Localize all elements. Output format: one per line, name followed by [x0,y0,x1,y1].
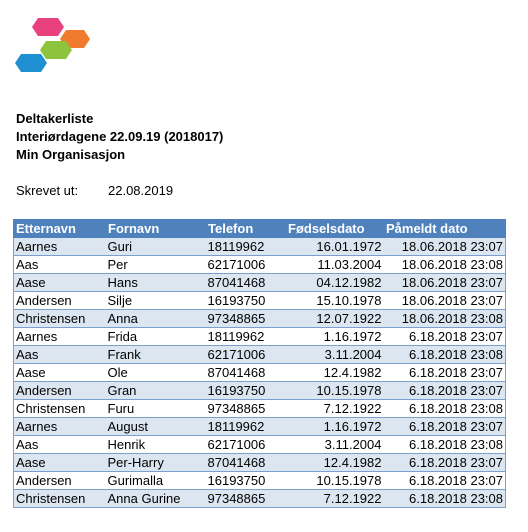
first-name-cell: August [106,418,206,436]
birth-date-cell: 12.4.1982 [286,454,384,472]
last-name-cell: Aarnes [14,418,106,436]
phone-cell: 18119962 [206,238,286,256]
birth-date-cell: 04.12.1982 [286,274,384,292]
phone-cell: 87041468 [206,274,286,292]
participant-table [13,219,506,508]
registered-date-cell: 18.06.2018 23:08 [384,310,506,328]
birth-date-cell: 1.16.1972 [286,328,384,346]
last-name-cell: Andersen [14,472,106,490]
phone-cell: 16193750 [206,382,286,400]
last-name-cell: Andersen [14,292,106,310]
last-name-cell: Christensen [14,310,106,328]
table-row [14,292,506,310]
column-header-first-name: Fornavn [106,220,206,238]
phone-cell: 87041468 [206,454,286,472]
birth-date-cell: 10.15.1978 [286,472,384,490]
table-row [14,490,506,508]
column-header-last-name: Etternavn [14,220,106,238]
printed-date: 22.08.2019 [108,183,174,198]
last-name-cell: Christensen [14,400,106,418]
registered-date-cell: 6.18.2018 23:08 [384,400,506,418]
last-name-cell: Aas [14,436,106,454]
birth-date-cell: 1.16.1972 [286,418,384,436]
registered-date-cell: 6.18.2018 23:07 [384,454,506,472]
table-row [14,328,506,346]
last-name-cell: Aase [14,454,106,472]
phone-cell: 18119962 [206,418,286,436]
last-name-cell: Aarnes [14,328,106,346]
phone-cell: 62171006 [206,256,286,274]
first-name-cell: Silje [106,292,206,310]
phone-cell: 97348865 [206,490,286,508]
first-name-cell: Ole [106,364,206,382]
first-name-cell: Guri [106,238,206,256]
first-name-cell: Gran [106,382,206,400]
table-row [14,310,506,328]
first-name-cell: Anna [106,310,206,328]
table-row [14,454,506,472]
first-name-cell: Gurimalla [106,472,206,490]
phone-cell: 16193750 [206,292,286,310]
birth-date-cell: 3.11.2004 [286,346,384,364]
registered-date-cell: 6.18.2018 23:08 [384,346,506,364]
document-title: Deltakerliste [16,111,94,126]
first-name-cell: Henrik [106,436,206,454]
table-row [14,436,506,454]
last-name-cell: Aas [14,346,106,364]
table-row [14,346,506,364]
phone-cell: 62171006 [206,436,286,454]
registered-date-cell: 18.06.2018 23:07 [384,238,506,256]
last-name-cell: Andersen [14,382,106,400]
table-row [14,238,506,256]
table-row [14,418,506,436]
registered-date-cell: 18.06.2018 23:07 [384,274,506,292]
birth-date-cell: 12.07.1922 [286,310,384,328]
printed-label: Skrevet ut: [16,183,79,198]
table-row [14,274,506,292]
table-header-row [14,220,506,238]
last-name-cell: Christensen [14,490,106,508]
logo-hex-green [40,41,72,59]
registered-date-cell: 6.18.2018 23:07 [384,328,506,346]
phone-cell: 97348865 [206,310,286,328]
column-header-registered-date: Påmeldt dato [384,220,506,238]
first-name-cell: Anna Gurine [106,490,206,508]
birth-date-cell: 10.15.1978 [286,382,384,400]
last-name-cell: Aase [14,274,106,292]
event-name: Interiørdagene 22.09.19 (2018017) [16,129,224,144]
logo-hex-pink [32,18,64,36]
organization-logo [12,12,102,78]
column-header-phone: Telefon [206,220,286,238]
table-row [14,364,506,382]
table-row [14,382,506,400]
registered-date-cell: 18.06.2018 23:08 [384,256,506,274]
registered-date-cell: 6.18.2018 23:07 [384,472,506,490]
birth-date-cell: 16.01.1972 [286,238,384,256]
table-body [14,238,506,508]
logo-hex-blue [15,54,47,72]
birth-date-cell: 7.12.1922 [286,490,384,508]
phone-cell: 18119962 [206,328,286,346]
organization-name: Min Organisasjon [16,147,126,162]
column-header-birth-date: Fødselsdato [286,220,384,238]
registered-date-cell: 6.18.2018 23:07 [384,418,506,436]
phone-cell: 16193750 [206,472,286,490]
last-name-cell: Aarnes [14,238,106,256]
registered-date-cell: 6.18.2018 23:07 [384,382,506,400]
registered-date-cell: 6.18.2018 23:07 [384,364,506,382]
phone-cell: 87041468 [206,364,286,382]
birth-date-cell: 12.4.1982 [286,364,384,382]
first-name-cell: Per-Harry [106,454,206,472]
phone-cell: 62171006 [206,346,286,364]
first-name-cell: Furu [106,400,206,418]
registered-date-cell: 6.18.2018 23:08 [384,436,506,454]
birth-date-cell: 15.10.1978 [286,292,384,310]
first-name-cell: Frida [106,328,206,346]
registered-date-cell: 18.06.2018 23:07 [384,292,506,310]
table-row [14,400,506,418]
first-name-cell: Frank [106,346,206,364]
phone-cell: 97348865 [206,400,286,418]
birth-date-cell: 7.12.1922 [286,400,384,418]
birth-date-cell: 11.03.2004 [286,256,384,274]
first-name-cell: Hans [106,274,206,292]
birth-date-cell: 3.11.2004 [286,436,384,454]
first-name-cell: Per [106,256,206,274]
table-row [14,256,506,274]
last-name-cell: Aase [14,364,106,382]
table-row [14,472,506,490]
last-name-cell: Aas [14,256,106,274]
registered-date-cell: 6.18.2018 23:08 [384,490,506,508]
